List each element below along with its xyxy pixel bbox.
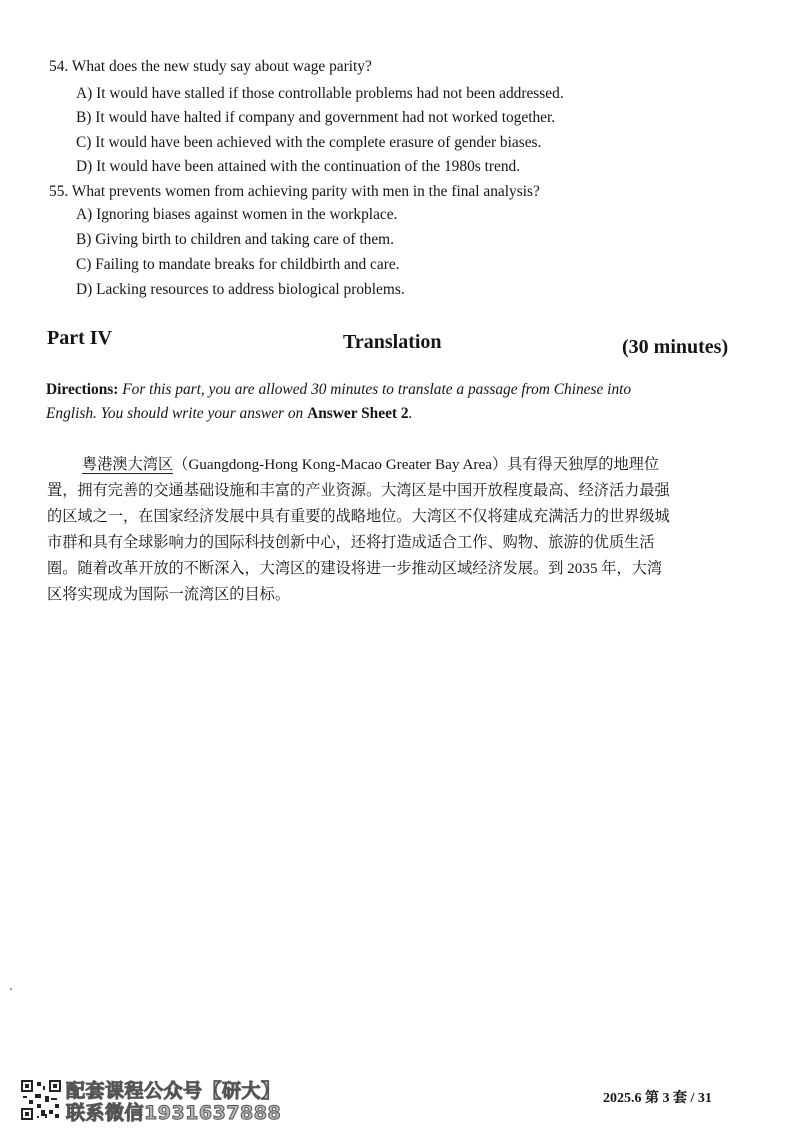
question-54-option-c: C) It would have been achieved with the complete erasure of gender biases. bbox=[76, 134, 542, 151]
directions-line-2 bbox=[46, 402, 744, 426]
answer-sheet-label: Answer Sheet 2 bbox=[307, 405, 409, 422]
question-54-option-d: D) It would have been attained with the continuation of the 1980s trend. bbox=[76, 158, 521, 175]
directions-text-3: . bbox=[408, 405, 413, 422]
part-time: (30 minutes) bbox=[622, 336, 729, 358]
passage-line-6: 区将实现成为国际一流湾区的目标。 bbox=[47, 586, 290, 603]
question-55-option-a: A) Ignoring biases against women in the workplace. bbox=[76, 206, 398, 223]
passage-term: 粤港澳大湾区 bbox=[82, 456, 174, 473]
directions-text-1: For this part, you are allowed 30 minutes to translate a passage from Chinese into bbox=[122, 381, 632, 398]
question-55-option-b: B) Giving birth to children and taking care of them. bbox=[76, 231, 394, 248]
directions bbox=[46, 378, 744, 426]
translation-passage bbox=[47, 452, 745, 608]
passage-line-1-rest: （Guangdong-Hong Kong-Macao Greater Bay Area）具有得天独厚的地理位 bbox=[173, 456, 660, 473]
page-number: 2025.6 第 3 套 / 31 bbox=[603, 1091, 712, 1106]
promo-banner-line-2: 联系微信1931637888 bbox=[66, 1102, 282, 1124]
question-55-option-c: C) Failing to mandate breaks for childbirth and care. bbox=[76, 256, 400, 273]
question-54-option-a: A) It would have stalled if those controllable problems had not been addressed. bbox=[76, 85, 564, 102]
directions-text-2: English. You should write your answer on bbox=[46, 405, 308, 422]
scan-speck bbox=[10, 988, 12, 990]
passage-line-2: 置，拥有完善的交通基础设施和丰富的产业资源。大湾区是中国开放程度最高、经济活力最强 bbox=[47, 482, 670, 499]
part-label: Part IV bbox=[47, 327, 112, 349]
question-55-stem: 55. What prevents women from achieving parity with men in the final analysis? bbox=[49, 183, 540, 200]
passage-line-5: 圈。随着改革开放的不断深入，大湾区的建设将进一步推动区域经济发展。到 2035 年，大湾 bbox=[47, 560, 663, 577]
passage-line-1 bbox=[47, 452, 745, 478]
question-54-stem: 54. What does the new study say about wage parity? bbox=[49, 58, 372, 75]
question-55-option-d: D) Lacking resources to address biological problems. bbox=[76, 281, 405, 298]
part-title: Translation bbox=[343, 331, 442, 353]
passage-line-3: 的区域之一，在国家经济发展中具有重要的战略地位。大湾区不仅将建成充满活力的世界级城 bbox=[47, 508, 670, 525]
promo-banner-line-1: 配套课程公众号【研大】 bbox=[66, 1080, 281, 1102]
directions-line-1 bbox=[46, 378, 744, 402]
promo-banner bbox=[66, 1080, 281, 1124]
directions-heading: Directions: bbox=[46, 381, 119, 398]
passage-line-4: 市群和具有全球影响力的国际科技创新中心，还将打造成适合工作、购物、旅游的优质生活 bbox=[47, 534, 655, 551]
question-54-option-b: B) It would have halted if company and government had not worked together. bbox=[76, 109, 556, 126]
qr-code-icon bbox=[21, 1080, 61, 1120]
